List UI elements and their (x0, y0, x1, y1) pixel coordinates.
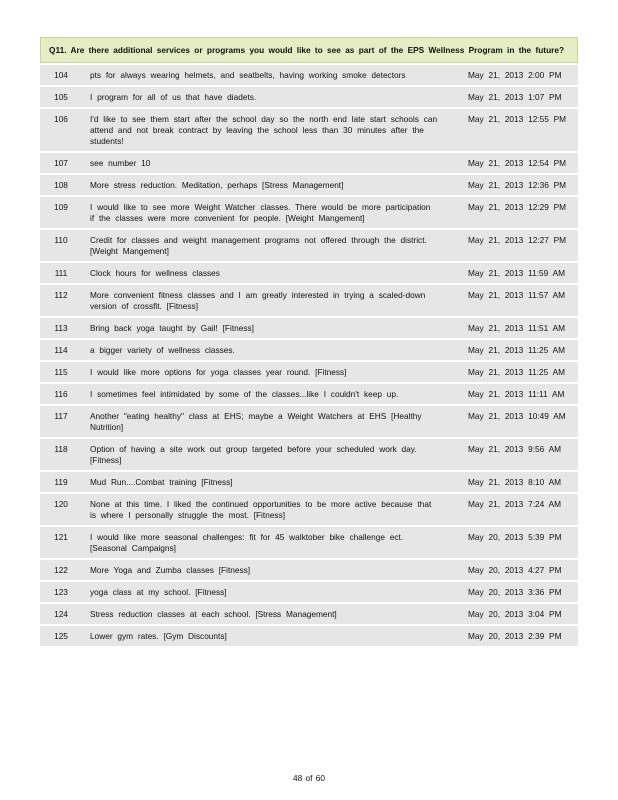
response-date: May 21, 2013 11:57 AM (468, 290, 566, 300)
response-date: May 21, 2013 12:29 PM (468, 202, 567, 212)
response-text: I would like more options for yoga classes year round. [Fitness] (90, 367, 347, 377)
response-text: Stress reduction classes at each school. [Stress Management] (90, 609, 337, 619)
table-row (40, 580, 578, 602)
response-text: More stress reduction. Meditation, perhaps [Stress Management] (90, 180, 344, 190)
table-row (40, 85, 578, 107)
response-date: May 21, 2013 11:11 AM (468, 389, 565, 399)
table-row (40, 173, 578, 195)
response-text: Clock hours for wellness classes (90, 268, 220, 278)
table-row (40, 382, 578, 404)
response-text: a bigger variety of wellness classes. (90, 345, 235, 355)
table-row (40, 404, 578, 437)
response-number: 106 (54, 114, 68, 124)
response-date: May 21, 2013 9:56 AM (468, 444, 562, 454)
response-text: None at this time. I liked the continued opportunities to be more active because that is where I personally struggle the most. [Fitness] (90, 499, 432, 520)
table-row (40, 492, 578, 525)
response-number: 105 (54, 92, 68, 102)
response-text: see number 10 (90, 158, 151, 168)
response-text: Bring back yoga taught by Gail! [Fitness] (90, 323, 254, 333)
response-number: 109 (54, 202, 68, 212)
response-number: 125 (54, 631, 68, 641)
response-number: 113 (54, 323, 68, 333)
page-number: 48 of 60 (293, 773, 325, 783)
response-number: 118 (54, 444, 68, 454)
response-text: I program for all of us that have diadets. (90, 92, 257, 102)
response-date: May 21, 2013 7:24 AM (468, 499, 562, 509)
response-number: 115 (54, 367, 68, 377)
response-date: May 21, 2013 10:49 AM (468, 411, 566, 421)
table-row (40, 283, 578, 316)
response-text: pts for always wearing helmets, and seatbelts, having working smoke detectors (90, 70, 406, 80)
response-date: May 21, 2013 12:55 PM (468, 114, 567, 124)
response-number: 110 (54, 235, 68, 245)
table-row (40, 228, 578, 261)
table-row (40, 195, 578, 228)
table-row (40, 360, 578, 382)
response-date: May 20, 2013 3:36 PM (468, 587, 562, 597)
table-row (40, 624, 578, 646)
table-row (40, 63, 578, 85)
table-row (40, 338, 578, 360)
response-text: I would like to see more Weight Watcher classes. There would be more participation if the classes were more convenient for people. [Weight Mangement] (90, 202, 431, 223)
response-text: Another "eating healthy" class at EHS; maybe a Weight Watchers at EHS [Healthy Nutrition] (90, 411, 422, 432)
response-number: 117 (54, 411, 68, 421)
response-date: May 21, 2013 2:00 PM (468, 70, 562, 80)
response-number: 116 (54, 389, 68, 399)
table-row (40, 558, 578, 580)
response-text: Option of having a site work out group targeted before your scheduled work day. [Fitness] (90, 444, 417, 465)
response-text: I'd like to see them start after the school day so the north end late start schools can attend and not break contract by leaving the school less than 30 minutes after the students! (90, 114, 438, 146)
table-row (40, 261, 578, 283)
response-number: 124 (54, 609, 68, 619)
table-row (40, 525, 578, 558)
response-text: More Yoga and Zumba classes [Fitness] (90, 565, 251, 575)
table-row (40, 602, 578, 624)
response-text: I sometimes feel intimidated by some of the classes...like I couldn't keep up. (90, 389, 399, 399)
table-row (40, 107, 578, 151)
response-number: 104 (54, 70, 68, 80)
response-date: May 21, 2013 11:25 AM (468, 345, 566, 355)
response-date: May 21, 2013 12:54 PM (468, 158, 567, 168)
response-date: May 20, 2013 3:04 PM (468, 609, 562, 619)
response-date: May 21, 2013 8:10 AM (468, 477, 562, 487)
response-date: May 21, 2013 12:27 PM (468, 235, 567, 245)
response-text: yoga class at my school. [Fitness] (90, 587, 227, 597)
response-date: May 21, 2013 1:07 PM (468, 92, 562, 102)
response-date: May 20, 2013 2:39 PM (468, 631, 562, 641)
response-text: Credit for classes and weight management programs not offered through the district. [Weight Mangement] (90, 235, 427, 256)
table-row (40, 151, 578, 173)
response-number: 119 (54, 477, 68, 487)
response-text: I would like more seasonal challenges: fit for 45 walktober bike challenge ect. [Seasonal Campaigns] (90, 532, 404, 553)
response-number: 123 (54, 587, 68, 597)
survey-table (40, 37, 578, 646)
response-list (40, 63, 578, 646)
response-number: 112 (54, 290, 68, 300)
response-number: 114 (54, 345, 68, 355)
question-header: Q11. Are there additional services or programs you would like to see as part of the EPS Wellness Program in the future? (40, 37, 578, 63)
response-number: 108 (54, 180, 68, 190)
response-date: May 21, 2013 11:59 AM (468, 268, 566, 278)
response-date: May 20, 2013 4:27 PM (468, 565, 562, 575)
table-row (40, 470, 578, 492)
response-number: 111 (54, 268, 68, 278)
table-row (40, 316, 578, 338)
response-date: May 20, 2013 5:39 PM (468, 532, 562, 542)
response-number: 122 (54, 565, 68, 575)
response-text: Lower gym rates. [Gym Discounts] (90, 631, 227, 641)
response-text: More convenient fitness classes and I am greatly interested in trying a scaled-down version of crossfit. [Fitness] (90, 290, 426, 311)
response-date: May 21, 2013 11:25 AM (468, 367, 566, 377)
response-number: 107 (54, 158, 68, 168)
response-date: May 21, 2013 12:36 PM (468, 180, 567, 190)
response-text: Mud Run....Combat training [Fitness] (90, 477, 233, 487)
response-number: 120 (54, 499, 68, 509)
table-row (40, 437, 578, 470)
response-number: 121 (54, 532, 68, 542)
response-date: May 21, 2013 11:51 AM (468, 323, 566, 333)
